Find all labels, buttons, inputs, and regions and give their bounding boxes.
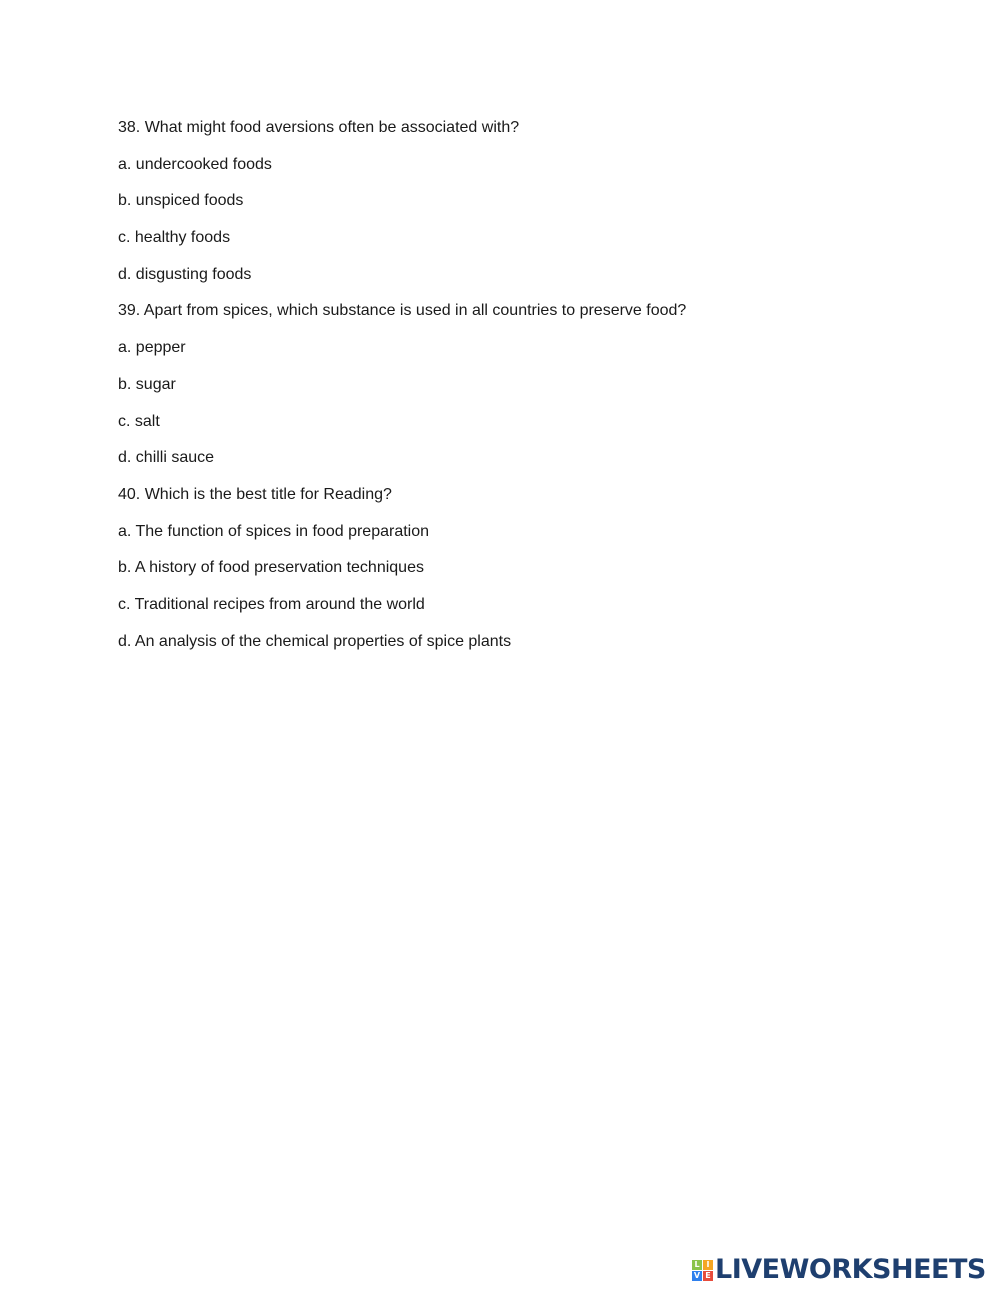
answer-option-d[interactable]: d. disgusting foods — [118, 265, 252, 283]
liveworksheets-logo — [692, 1256, 986, 1284]
answer-option-d[interactable]: d. chilli sauce — [118, 449, 215, 467]
question-38 — [118, 118, 918, 285]
answer-option-c[interactable]: c. Traditional recipes from around the world — [118, 595, 425, 613]
logo-mark-tile: L — [692, 1260, 702, 1270]
logo-mark-tile: E — [703, 1271, 713, 1281]
answer-option-a[interactable]: a. The function of spices in food preparation — [118, 522, 430, 540]
question-prompt: 38. What might food aversions often be associated with? — [118, 119, 520, 136]
logo-mark-tile: I — [703, 1260, 713, 1270]
answer-option-a[interactable]: a. pepper — [118, 339, 186, 357]
answer-option-c[interactable]: c. salt — [118, 412, 160, 430]
question-39 — [118, 301, 918, 468]
question-prompt: 40. Which is the best title for Reading? — [118, 485, 392, 503]
logo-text: LIVEWORKSHEETS — [715, 1254, 986, 1285]
logo-mark-tile: V — [693, 1270, 701, 1280]
answer-option-c[interactable]: c. healthy foods — [118, 229, 231, 247]
answer-option-b[interactable]: b. sugar — [118, 375, 176, 393]
worksheet-page — [118, 118, 918, 668]
answer-option-b[interactable]: b. unspiced foods — [118, 192, 244, 210]
question-prompt: 39. Apart from spices, which substance is used in all countries to preserve food? — [118, 302, 687, 320]
question-40 — [118, 485, 918, 652]
answer-option-d[interactable]: d. An analysis of the chemical properties of spice plants — [118, 632, 512, 650]
answer-option-a[interactable]: a. undercooked foods — [118, 155, 272, 173]
logo-mark-icon — [692, 1260, 713, 1281]
answer-option-b[interactable]: b. A history of food preservation techniques — [118, 559, 424, 577]
